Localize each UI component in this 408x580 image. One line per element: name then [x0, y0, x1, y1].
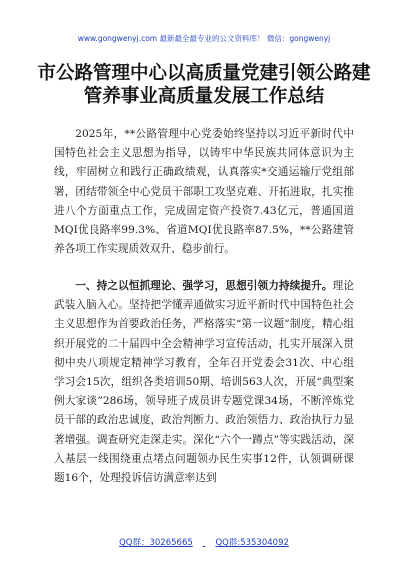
footer-contact — [0, 536, 408, 548]
footer-qq-group-1[interactable]: QQ群：30265665 — [119, 538, 193, 548]
section-heading: 一、持之以恒抓理论、强学习，思想引领力持续提升。 — [75, 280, 333, 292]
paragraph-section-1 — [54, 277, 354, 488]
section-body: 理论武装入脑入心。坚持把学懂弄通做实习近平新时代中国特色社会主义思想作为首要政治任务，严格落实“第一议题”制度，精心组织开展党的二十届四中全会精神学习宣传活动，扎实开展深入贯彻中央八项规定精神学习教育，全年召开党委会31次、中心组学习会15次，组织各类培训50期、培训563人次，开展“典型案例大家谈”286场，领导班子成员讲专题党课34场，不断淬炼党员干部的政治忠诚度，政治判断力、政治领悟力、政治执行力显著增强。调查研究走深走实。深化“六个一蹲点”等实践活动，深入基层一线围绕重点堵点问题领办民生实事12件，认领调研课题16个，处理投诉信访满意率达到 — [54, 280, 354, 485]
footer-qq-group-2[interactable]: QQ群:535304092 — [215, 538, 289, 548]
site-header-banner: www.gongwenyj.com 最新最全最专业的公文资料库！ 微信：gongwenyj — [77, 34, 331, 43]
document-title — [30, 62, 378, 108]
paragraph-intro: 2025年，**公路管理中心党委始终坚持以习近平新时代中国特色社会主义思想为指导，以铸牢中华民族共同体意识为主线，牢固树立和践行正确政绩观，认真落实*交通运输厅党组部署，团结带领全中心党员干部职工攻坚克难、开拓进取，扎实推进八个方面重点工作，完成固定资产投资7.43亿元，普通国道MQI优良路率99.3%、省道MQI优良路率87.5%，**公路建管养各项工作实现质效双升、稳步前行。 — [54, 128, 354, 256]
title-line-2: 管养事业高质量发展工作总结 — [83, 86, 325, 107]
title-line-1: 市公路管理中心以高质量党建引领公路建 — [37, 63, 371, 84]
